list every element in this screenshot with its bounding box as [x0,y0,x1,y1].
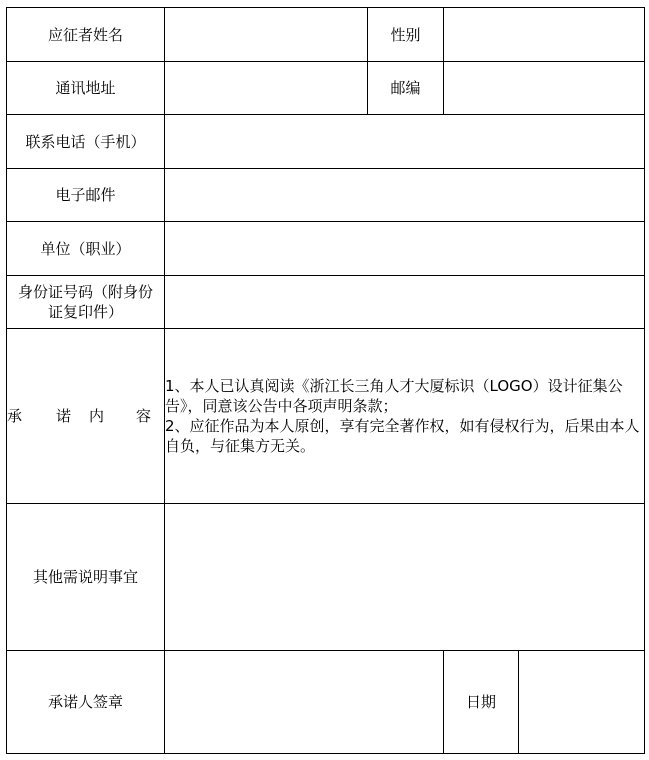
promise-label-char-2: 诺 [56,407,72,425]
application-form-table [6,7,645,754]
promise-clause-2: 2、应征作品为本人原创，享有完全著作权，如有侵权行为，后果由本人自负，与征集方无关。 [165,417,640,455]
id-number-label-line1: 身份证号码（附身份 [17,283,153,301]
date-field[interactable] [519,651,645,754]
address-field[interactable] [165,62,368,115]
row-address [7,62,645,115]
name-label: 应征者姓名 [7,8,165,62]
row-signature [7,651,645,754]
row-phone [7,115,645,169]
name-field[interactable] [165,8,368,62]
row-promise [7,329,645,504]
phone-label: 联系电话（手机） [7,115,165,169]
promise-label-char-3: 内 [89,407,105,425]
promise-content-text [165,329,645,504]
row-employer [7,222,645,276]
email-field[interactable] [165,169,645,222]
date-label: 日期 [444,651,519,754]
signature-label: 承诺人签章 [7,651,165,754]
row-id-number [7,276,645,329]
promise-clause-1: 1、本人已认真阅读《浙江长三角人才大厦标识（LOGO）设计征集公告》，同意该公告中各项声明条款； [165,377,623,415]
promise-content-label [7,329,165,504]
employer-label: 单位（职业） [7,222,165,276]
promise-label-char-1: 承 [7,407,23,425]
gender-label: 性别 [368,8,444,62]
employer-field[interactable] [165,222,645,276]
other-notes-label: 其他需说明事宜 [7,504,165,651]
postcode-field[interactable] [444,62,645,115]
id-number-label [7,276,165,329]
email-label: 电子邮件 [7,169,165,222]
promise-label-char-4: 容 [136,407,152,425]
row-other-notes [7,504,645,651]
id-number-field[interactable] [165,276,645,329]
row-email [7,169,645,222]
gender-field[interactable] [444,8,645,62]
id-number-label-line2: 证复印件） [47,303,123,321]
signature-field[interactable] [165,651,444,754]
postcode-label: 邮编 [368,62,444,115]
address-label: 通讯地址 [7,62,165,115]
other-notes-field[interactable] [165,504,645,651]
phone-field[interactable] [165,115,645,169]
row-name [7,8,645,62]
